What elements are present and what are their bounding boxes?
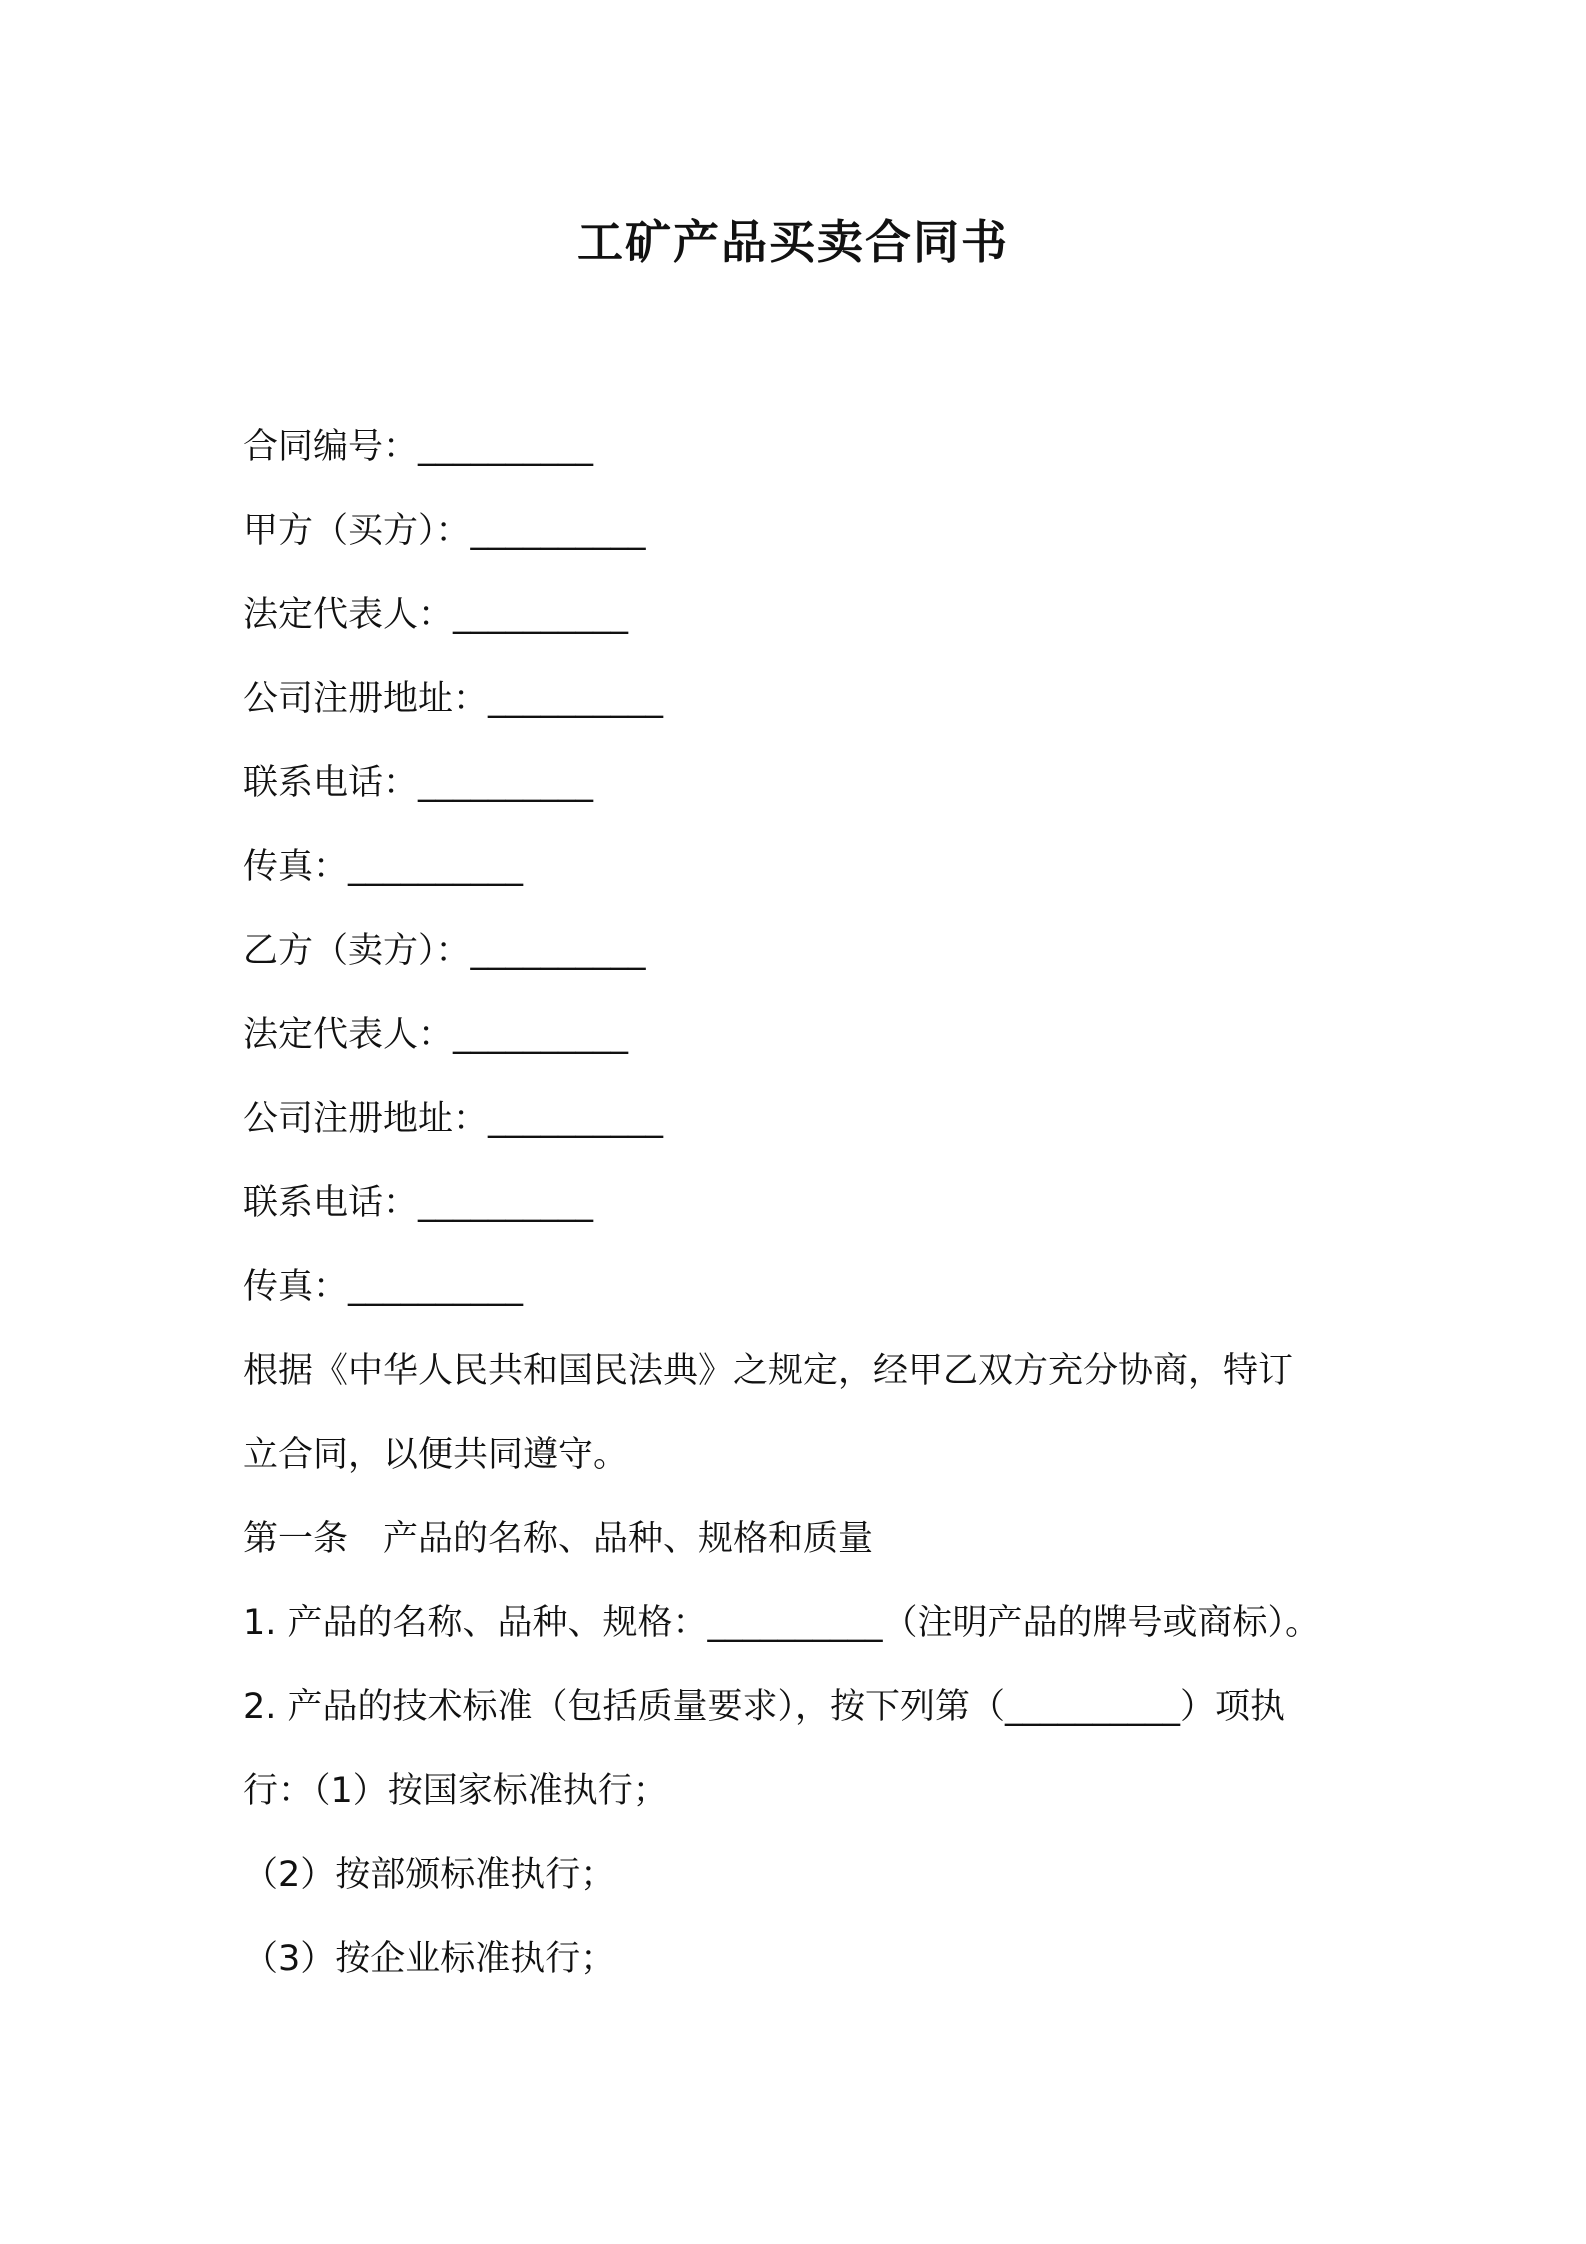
clause-2-option-2: （2）按部颁标准执行； [243, 1855, 616, 1895]
document-body [243, 405, 1363, 2001]
party-b-line: 乙方（卖方）：__________ [243, 931, 646, 971]
clause-1-line: 1. 产品的名称、品种、规格：__________（注明产品的牌号或商标）。 [243, 1603, 1321, 1643]
party-a-phone-line: 联系电话：__________ [243, 763, 594, 803]
party-b-phone-line: 联系电话：__________ [243, 1183, 594, 1223]
clause-2-option-3: （3）按企业标准执行； [243, 1939, 616, 1979]
clause-2-line-2: 行：（1）按国家标准执行； [243, 1771, 668, 1811]
party-b-legal-rep-line: 法定代表人：__________ [243, 1015, 629, 1055]
party-a-address-line: 公司注册地址：__________ [243, 679, 664, 719]
document-title: 工矿产品买卖合同书 [577, 215, 1009, 269]
clause-2-line-1: 2. 产品的技术标准（包括质量要求），按下列第（__________）项执 [243, 1687, 1286, 1727]
preamble-line-1: 根据《中华人民共和国民法典》之规定，经甲乙双方充分协商，特订 [243, 1351, 1294, 1391]
party-b-address-line: 公司注册地址：__________ [243, 1099, 664, 1139]
contract-number-line: 合同编号：__________ [243, 427, 594, 467]
party-b-fax-line: 传真：__________ [243, 1267, 524, 1307]
party-a-fax-line: 传真：__________ [243, 847, 524, 887]
preamble-line-2: 立合同，以便共同遵守。 [243, 1435, 629, 1475]
article-one-heading: 第一条 产品的名称、品种、规格和质量 [243, 1519, 874, 1559]
party-a-legal-rep-line: 法定代表人：__________ [243, 595, 629, 635]
party-a-line: 甲方（买方）：__________ [243, 511, 646, 551]
